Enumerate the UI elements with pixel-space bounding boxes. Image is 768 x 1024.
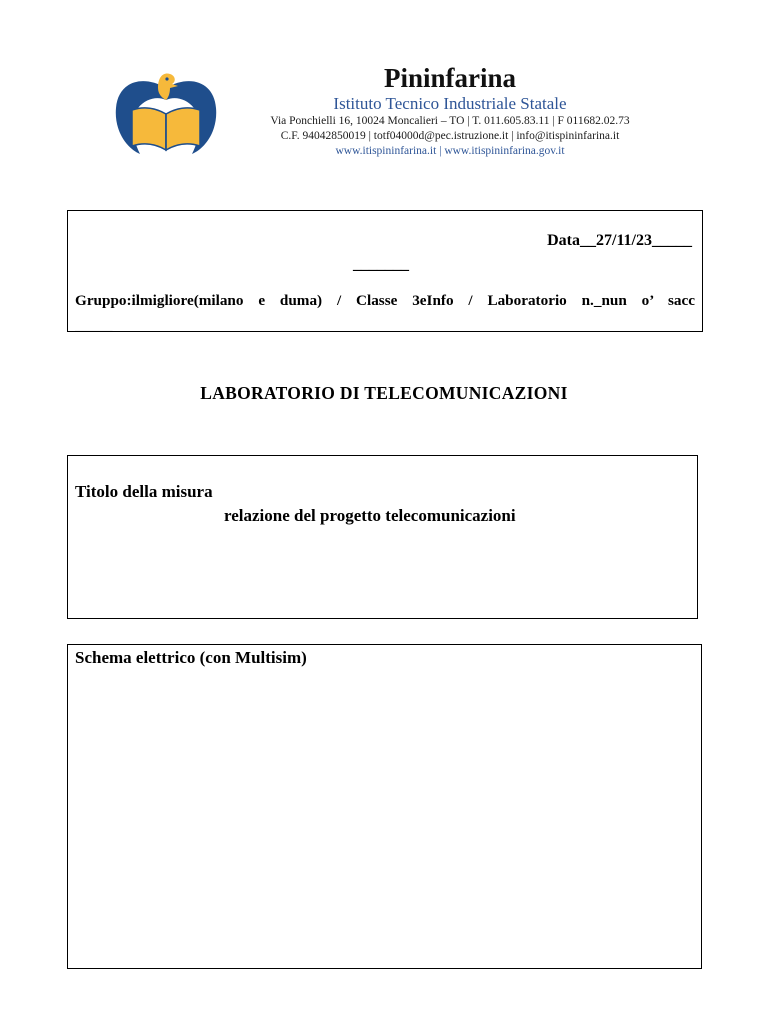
page-title: LABORATORIO DI TELECOMUNICAZIONI xyxy=(200,383,568,403)
measure-title-value: relazione del progetto telecomunicazioni xyxy=(224,506,516,525)
group-underline: _____ xyxy=(75,318,113,334)
measure-title-box xyxy=(67,455,698,619)
info-box xyxy=(67,210,703,332)
school-header xyxy=(240,62,660,159)
date-underline: _______ xyxy=(353,256,409,273)
group-field: Gruppo:ilmigliore(milano e duma) / Classe 3eInfo / Laboratorio n._nun o’ sacc xyxy=(75,292,695,309)
circuit-schematic-box xyxy=(67,644,702,969)
school-address: Via Ponchielli 16, 10024 Moncalieri – TO | T. 011.605.83.11 | F 011682.02.73 xyxy=(270,115,630,127)
school-logo xyxy=(112,68,220,156)
eagle-book-logo-icon xyxy=(112,68,220,156)
date-field: Data__27/11/23_____ xyxy=(547,232,692,249)
school-websites: www.itispininfarina.it | www.itispininfarina.gov.it xyxy=(335,145,565,157)
school-contacts: C.F. 94042850019 | totf04000d@pec.istruzione.it | info@itispininfarina.it xyxy=(280,130,620,142)
measure-title-label: Titolo della misura xyxy=(75,482,213,501)
school-name: Pininfarina xyxy=(383,63,517,93)
circuit-schematic-label: Schema elettrico (con Multisim) xyxy=(75,648,307,667)
school-subtitle: Istituto Tecnico Industriale Statale xyxy=(333,94,567,113)
